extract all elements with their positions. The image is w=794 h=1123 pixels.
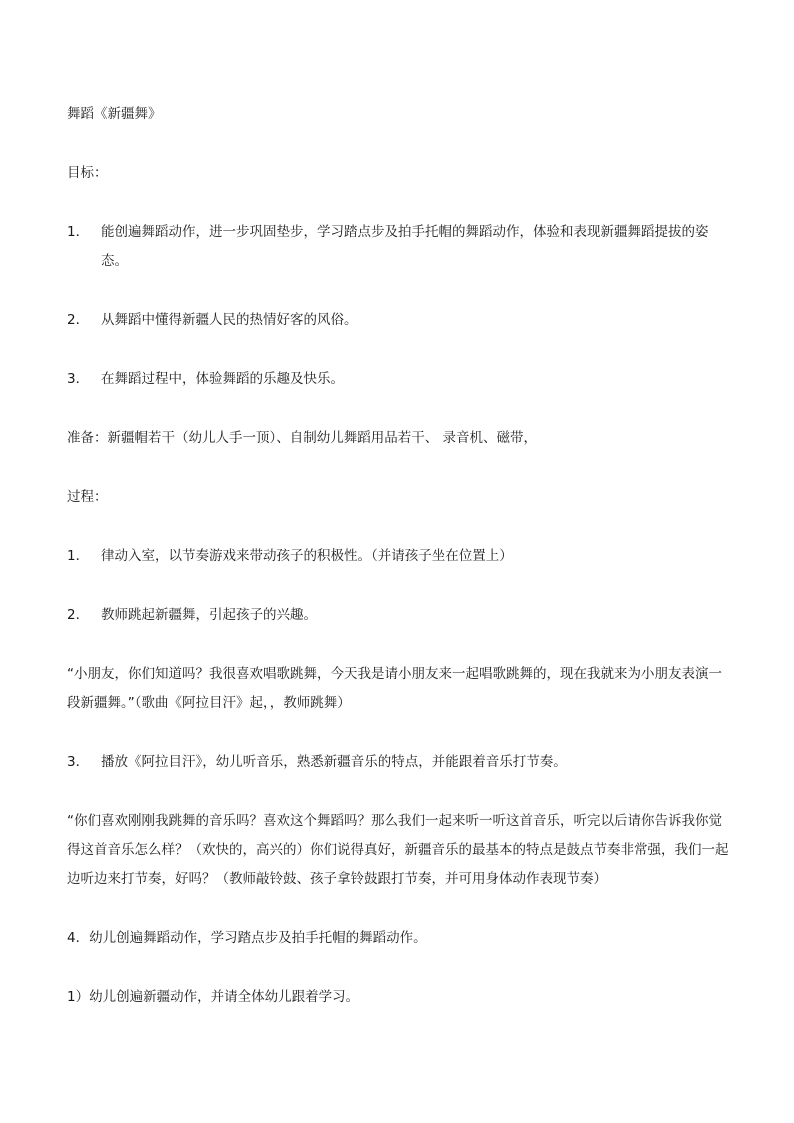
step-text: 律动入室，以节奏游戏来带动孩子的积极性。（并请孩子坐在位置上）	[101, 548, 513, 564]
document-body	[67, 100, 731, 1042]
process-step-4: 4．幼儿创遍舞蹈动作，学习踏点步及拍手托帽的舞蹈动作。	[67, 930, 427, 946]
goal-text: 从舞蹈中懂得新疆人民的热情好客的风俗。	[101, 312, 358, 328]
goal-number: 3．	[67, 371, 90, 387]
process-step-2	[67, 601, 731, 630]
step-number: 1．	[67, 548, 90, 564]
goal-item-1	[67, 218, 731, 276]
step-text: 教师跳起新疆舞，引起孩子的兴趣。	[101, 607, 317, 623]
process-step-3	[67, 748, 731, 777]
process-step-1	[67, 542, 731, 571]
goal-text: 在舞蹈过程中，体验舞蹈的乐趣及快乐。	[101, 371, 344, 387]
goal-number: 1．	[67, 224, 90, 240]
step-number: 3．	[67, 754, 90, 770]
preparation-paragraph: 准备：新疆帽若干（幼儿人手一顶）、自制幼儿舞蹈用品若干、 录音机、磁带，	[67, 430, 538, 446]
process-step-4-sub-1: 1）幼儿创遍新疆动作，并请全体幼儿跟着学习。	[67, 989, 360, 1005]
goals-heading: 目标：	[67, 165, 108, 181]
goal-item-2	[67, 306, 731, 335]
goal-number: 2．	[67, 312, 90, 328]
step-text: 播放《阿拉目汗》，幼儿听音乐，熟悉新疆音乐的特点，并能跟着音乐打节奏。	[101, 754, 567, 770]
goal-item-3	[67, 365, 731, 394]
goal-text: 能创遍舞蹈动作，进一步巩固垫步，学习踏点步及拍手托帽的舞蹈动作，体验和表现新疆舞蹈提拔的姿态。	[101, 224, 709, 269]
process-heading: 过程：	[67, 489, 108, 505]
step-number: 2．	[67, 607, 90, 623]
document-title: 舞蹈《新疆舞》	[67, 106, 162, 122]
teacher-quote-1: “小朋友，你们知道吗？我很喜欢唱歌跳舞，今天我是请小朋友来一起唱歌跳舞的，现在我就来为小朋友表演一段新疆舞。”（歌曲《阿拉目汗》起，，教师跳舞）	[67, 666, 722, 711]
teacher-quote-2: “你们喜欢刚刚我跳舞的音乐吗？喜欢这个舞蹈吗？那么我们一起来听一听这首音乐，听完以后请你告诉我你觉得这首音乐怎么样？（欢快的，高兴的）你们说得真好，新疆音乐的最基本的特点是鼓点节奏非常强，我们一起边听边来打节奏，好吗？（教师敲铃鼓、孩子拿铃鼓跟打节奏，并可用身体动作表现节奏）	[67, 813, 729, 887]
